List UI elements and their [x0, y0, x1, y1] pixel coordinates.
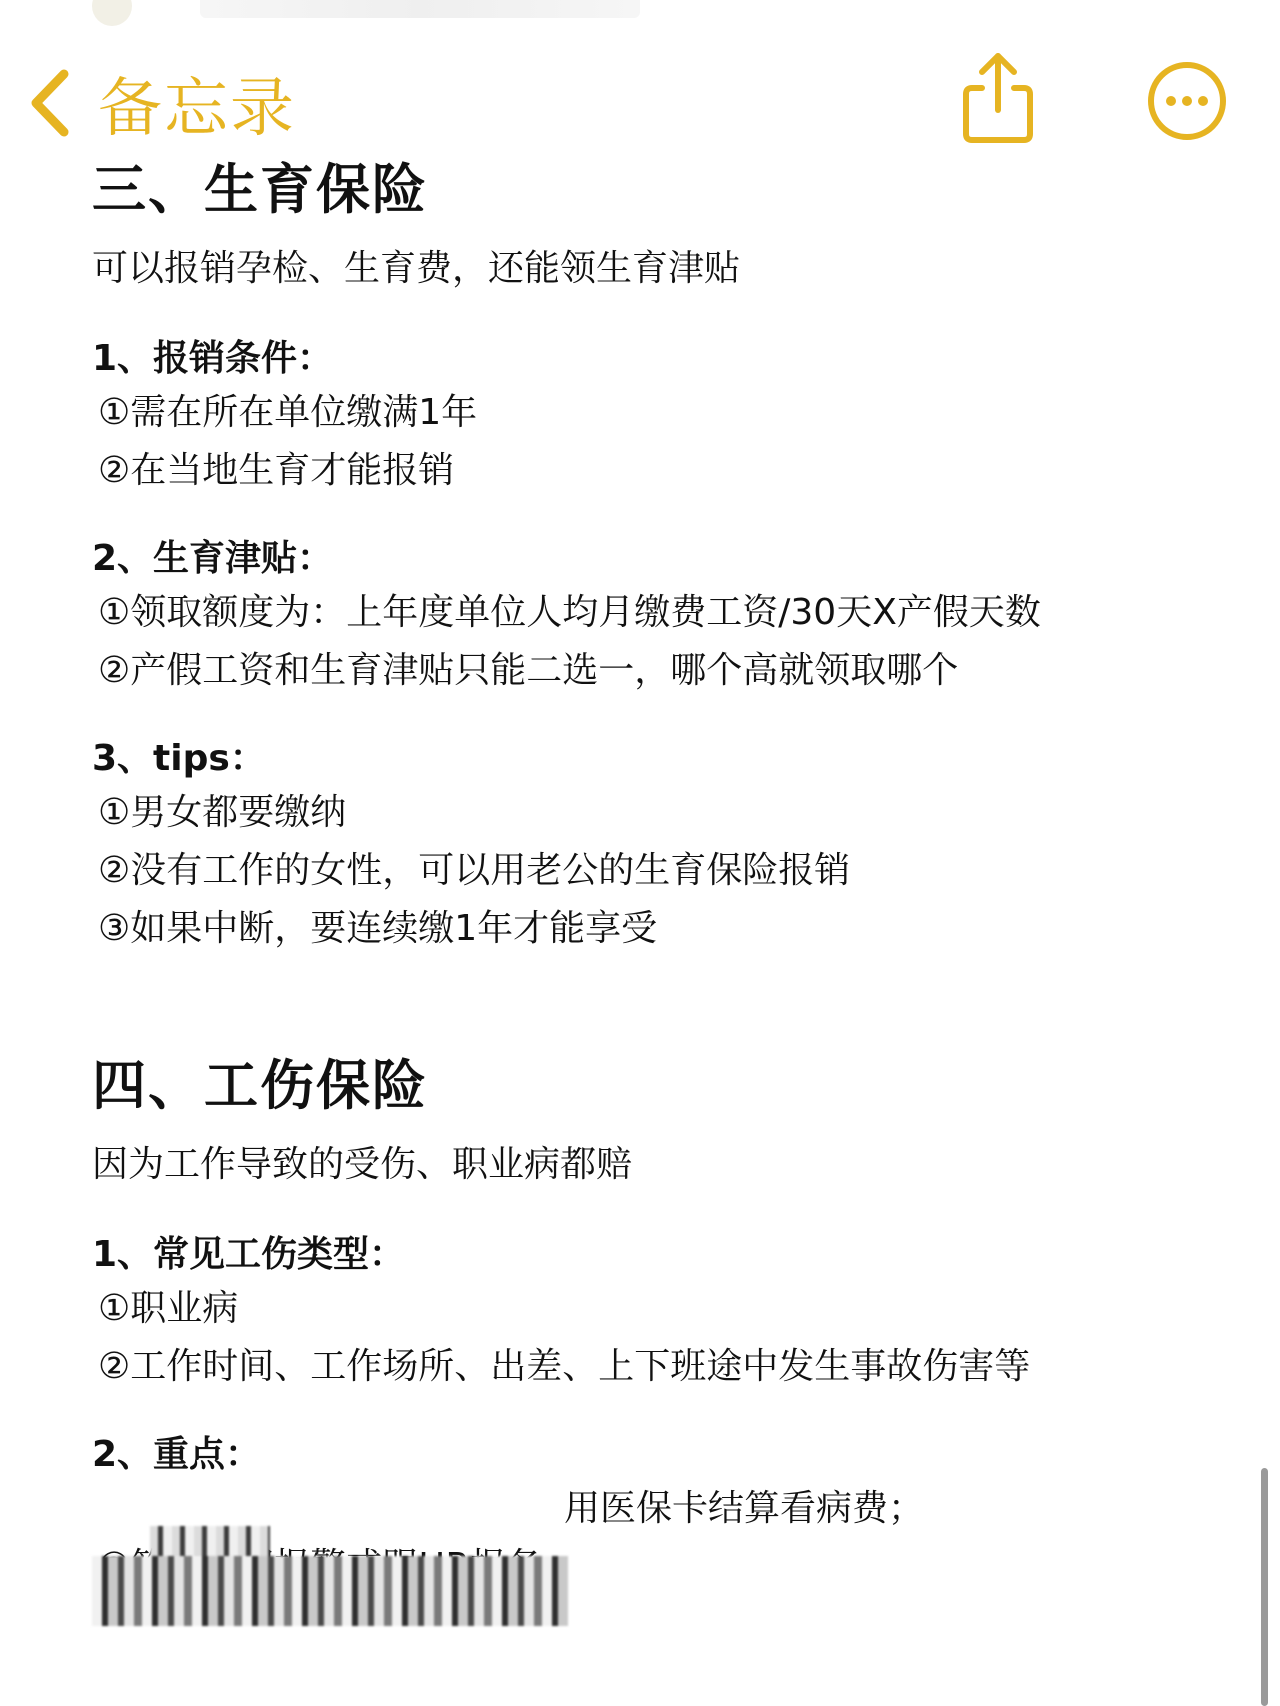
more-icon	[1146, 127, 1228, 146]
list-item: 用医保卡结算看病费；	[564, 1488, 925, 1529]
status-text	[200, 0, 640, 18]
redaction-mosaic	[92, 1556, 568, 1626]
list-item: ①职业病	[98, 1288, 239, 1329]
section-title: 三、生育保险	[92, 158, 428, 221]
chevron-left-icon	[28, 68, 72, 138]
list-item: ③如果中断，要连续缴1年才能享受	[98, 908, 658, 949]
list-item: ①需在所在单位缴满1年	[98, 392, 478, 433]
navigation-bar	[0, 50, 1280, 160]
section-intro: 因为工作导致的受伤、职业病都赔	[92, 1144, 633, 1185]
subsection-heading: 3、tips：	[92, 738, 266, 779]
redaction-mosaic	[150, 1526, 270, 1560]
subsection-heading: 2、重点：	[92, 1434, 262, 1475]
section-intro: 可以报销孕检、生育费，还能领生育津贴	[92, 248, 741, 289]
list-item: ①男女都要缴纳	[98, 792, 347, 833]
list-item: ②产假工资和生育津贴只能二选一，哪个高就领取哪个	[98, 650, 959, 691]
share-icon	[958, 131, 1038, 150]
back-label: 备忘录	[98, 72, 296, 146]
subsection-heading: 2、生育津贴：	[92, 538, 334, 579]
scrollbar[interactable]	[1261, 1468, 1268, 1706]
subsection-heading: 1、常见工伤类型：	[92, 1234, 406, 1275]
status-icon	[92, 0, 132, 26]
list-item: ②工作时间、工作场所、出差、上下班途中发生事故伤害等	[98, 1346, 1031, 1387]
subsection-heading: 1、报销条件：	[92, 338, 334, 379]
list-item: ②在当地生育才能报销	[98, 450, 455, 491]
status-bar	[0, 0, 1280, 30]
section-title: 四、工伤保险	[92, 1054, 428, 1117]
more-button[interactable]	[1146, 60, 1228, 142]
share-button[interactable]	[958, 50, 1038, 146]
back-button[interactable]	[28, 58, 296, 148]
note-body[interactable]	[92, 150, 1232, 1596]
list-item: ①领取额度为：上年度单位人均月缴费工资/30天X产假天数	[98, 592, 1041, 633]
list-item: ②没有工作的女性，可以用老公的生育保险报销	[98, 850, 851, 891]
